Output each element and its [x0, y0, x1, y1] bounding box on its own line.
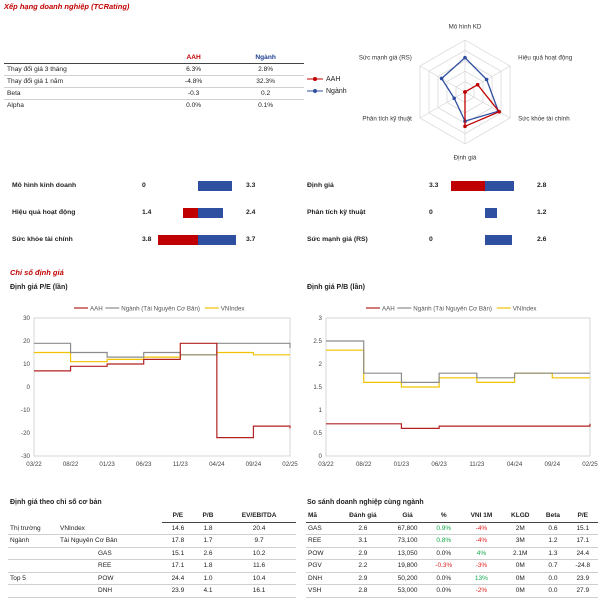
- x-tick-label: 09/24: [245, 461, 262, 468]
- valuation-title: Chỉ số định giá: [10, 268, 64, 277]
- table-row: Ngành Tài Nguyên Cơ Bản 17.8 1.7 9.7: [8, 535, 296, 548]
- rating-title: Xếp hạng doanh nghiệp (TCRating): [4, 2, 130, 11]
- score-sector-value: 3.3: [246, 182, 256, 189]
- table-row: REE 3.1 73,100 0.8% -4% 3M 1.2 17.1: [306, 535, 598, 548]
- y-tick-label: -10: [21, 407, 30, 414]
- series-line-vnindex: [326, 350, 590, 387]
- x-tick-label: 09/24: [544, 461, 561, 468]
- y-tick-label: 0.5: [313, 430, 322, 437]
- table-row: POW 2.9 13,050 0.0% 4% 2.1M 1.3 24.4: [306, 547, 598, 560]
- x-tick-label: 01/23: [99, 461, 115, 468]
- x-tick-label: 11/23: [172, 461, 188, 468]
- pb-chart: [304, 296, 596, 474]
- x-tick-label: 06/23: [135, 461, 152, 468]
- x-tick-label: 08/22: [355, 461, 372, 468]
- y-tick-label: 0: [318, 453, 322, 460]
- score-label: Phân tích kỹ thuật: [307, 209, 366, 216]
- score-company-value: 0: [429, 209, 433, 216]
- col-company: AAH: [160, 52, 227, 64]
- basic-title: Định giá theo chỉ số cơ bản: [10, 499, 102, 506]
- radar-sector-point: [463, 56, 467, 60]
- score-sector-bar: [198, 208, 223, 218]
- radar-axis-label: Sức mạnh giá (RS): [358, 54, 412, 62]
- x-tick-label: 06/23: [431, 461, 447, 468]
- score-label: Sức mạnh giá (RS): [307, 236, 368, 243]
- radar-company-point: [463, 125, 467, 129]
- score-company-value: 3.3: [429, 182, 439, 189]
- y-tick-label: 20: [23, 338, 30, 345]
- scores-left: [12, 182, 292, 262]
- compare-title: So sánh doanh nghiệp cùng ngành: [307, 499, 424, 506]
- table-row: Thị trường VNIndex 14.6 1.8 20.4: [8, 522, 296, 535]
- x-tick-label: 01/23: [393, 461, 410, 468]
- legend-sector: Ngành: [307, 85, 347, 97]
- score-company-value: 1.4: [142, 209, 152, 216]
- score-sector-bar: [198, 181, 232, 191]
- radar-company-point: [497, 110, 501, 114]
- x-tick-label: 02/25: [282, 461, 298, 468]
- radar-spoke: [420, 92, 465, 118]
- score-sector-bar: [485, 235, 512, 245]
- table-row: Beta -0.3 0.2: [4, 88, 304, 100]
- radar-axis-label: Mô hình KD: [448, 23, 482, 31]
- plot-frame: [34, 318, 290, 456]
- legend-label: VNIndex: [512, 305, 537, 313]
- x-tick-label: 11/23: [469, 461, 485, 468]
- score-sector-value: 1.2: [537, 209, 547, 216]
- x-tick-label: 04/24: [506, 461, 523, 468]
- radar-sector-point: [485, 78, 489, 82]
- score-company-bar: [183, 208, 198, 218]
- legend-label: Ngành (Tài Nguyên Cơ Bản): [413, 305, 493, 313]
- radar-company-point: [463, 90, 467, 94]
- legend-company: AAH: [307, 73, 347, 85]
- legend-label: VNIndex: [220, 305, 245, 313]
- x-tick-label: 04/24: [209, 461, 225, 468]
- price-change-table: [4, 52, 304, 111]
- legend-sector-swatch: [307, 88, 323, 94]
- y-tick-label: 10: [23, 361, 30, 368]
- x-tick-label: 03/22: [26, 461, 42, 468]
- y-tick-label: 2.5: [313, 338, 322, 345]
- score-sector-value: 2.6: [537, 236, 547, 243]
- radar-axis-label: Hiệu quả hoạt động: [518, 54, 573, 62]
- score-sector-value: 2.8: [537, 182, 547, 189]
- score-sector-value: 3.7: [246, 236, 256, 243]
- peer-comparison-table: Mã Đánh giá Giá % VNI 1M KLGD Beta P/E GAS 2.6 67,800 0.9% -4% 2M 0.6 15.1 REE 3.1 73,100 0.8% -4% 3M 1.2 17.1 POW 2.9 13,050 0.0% 4% 2.1M 1.3 24.4 PGV 2.2 19,800 -0.3% -3% 0M 0.7 -24.8 DNH 2.9 50,200 0.0% 13% 0M 0.0 23.9 VSH 2.8 53,000 0.0% -2% 0M 0.0 27.9: [306, 510, 598, 598]
- legend-label: AAH: [382, 305, 395, 313]
- score-company-value: 3.8: [142, 236, 152, 243]
- y-tick-label: 30: [23, 315, 30, 322]
- table-row: DNH 23.9 4.1 16.1: [8, 585, 296, 598]
- score-company-bar: [158, 235, 198, 245]
- score-sector-bar: [485, 181, 514, 191]
- table-row: Alpha 0.0% 0.1%: [7, 102, 274, 109]
- table-row: Thay đổi giá 1 năm -4.8% 32.3%: [4, 76, 304, 88]
- score-sector-bar: [485, 208, 497, 218]
- legend-label: AAH: [90, 305, 103, 313]
- table-row: GAS 2.6 67,800 0.9% -4% 2M 0.6 15.1: [306, 522, 598, 535]
- score-sector-bar: [198, 235, 236, 245]
- table-row: DNH 2.9 50,200 0.0% 13% 0M 0.0 23.9: [306, 572, 598, 585]
- score-label: Hiệu quả hoạt động: [12, 209, 76, 216]
- table-row: GAS 15.1 2.6 10.2: [8, 547, 296, 560]
- basic-valuation-table: P/E P/B EV/EBITDA Thị trường VNIndex 14.6 1.8 20.4 Ngành Tài Nguyên Cơ Bản 17.8 1.7 9.7 GAS 15.1 2.6 10.2 REE 17.1 1.8 11.6 Top 5 POW 24.4 1.0 10.4 DNH 23.9 4.1 16.1: [8, 510, 296, 598]
- score-label: Mô hình kinh doanh: [12, 182, 77, 189]
- radar-axis-label: Định giá: [453, 154, 477, 162]
- col-sector: Ngành: [227, 52, 304, 64]
- series-line-ngành: [34, 343, 290, 357]
- legend-company-swatch: [307, 76, 323, 82]
- score-label: Định giá: [307, 182, 334, 189]
- x-tick-label: 02/25: [582, 461, 598, 468]
- series-line-vnindex: [34, 353, 290, 362]
- y-tick-label: 1: [318, 407, 322, 414]
- pe-chart-title: Định giá P/E (lần): [10, 284, 68, 291]
- series-line-aah: [326, 424, 590, 429]
- y-tick-label: 2: [318, 361, 322, 368]
- y-tick-label: 1.5: [313, 384, 322, 391]
- legend-label: Ngành (Tài Nguyên Cơ Bản): [121, 305, 201, 313]
- score-label: Sức khỏe tài chính: [12, 236, 73, 243]
- scores-right: [307, 182, 597, 262]
- score-company-bar: [451, 181, 485, 191]
- x-tick-label: 08/22: [62, 461, 79, 468]
- radar-axis-label: Phân tích kỹ thuật: [362, 115, 412, 123]
- radar-legend: [307, 73, 347, 97]
- pe-chart: [6, 296, 296, 474]
- table-row: PGV 2.2 19,800 -0.3% -3% 0M 0.7 -24.8: [306, 560, 598, 573]
- plot-frame: [326, 318, 590, 456]
- score-company-value: 0: [429, 236, 433, 243]
- y-tick-label: 0: [26, 384, 30, 391]
- radar-sector-point: [440, 77, 444, 81]
- radar-chart: [360, 14, 580, 164]
- y-tick-label: -20: [21, 430, 30, 437]
- score-sector-value: 2.4: [246, 209, 256, 216]
- radar-sector-point: [452, 96, 456, 100]
- table-row: VSH 2.8 53,000 0.0% -2% 0M 0.0 27.9: [306, 585, 598, 598]
- series-line-ngành: [326, 341, 590, 382]
- radar-axis-label: Sức khỏe tài chính: [518, 115, 570, 123]
- radar-company-point: [476, 83, 480, 87]
- score-company-value: 0: [142, 182, 146, 189]
- pb-chart-title: Định giá P/B (lần): [307, 284, 365, 291]
- x-tick-label: 03/22: [318, 461, 334, 468]
- y-tick-label: 3: [318, 315, 322, 322]
- table-row: Thay đổi giá 3 tháng 6.3% 2.8%: [4, 64, 304, 76]
- y-tick-label: -30: [21, 453, 30, 460]
- table-row: Top 5 POW 24.4 1.0 10.4: [8, 572, 296, 585]
- table-row: REE 17.1 1.8 11.6: [8, 560, 296, 573]
